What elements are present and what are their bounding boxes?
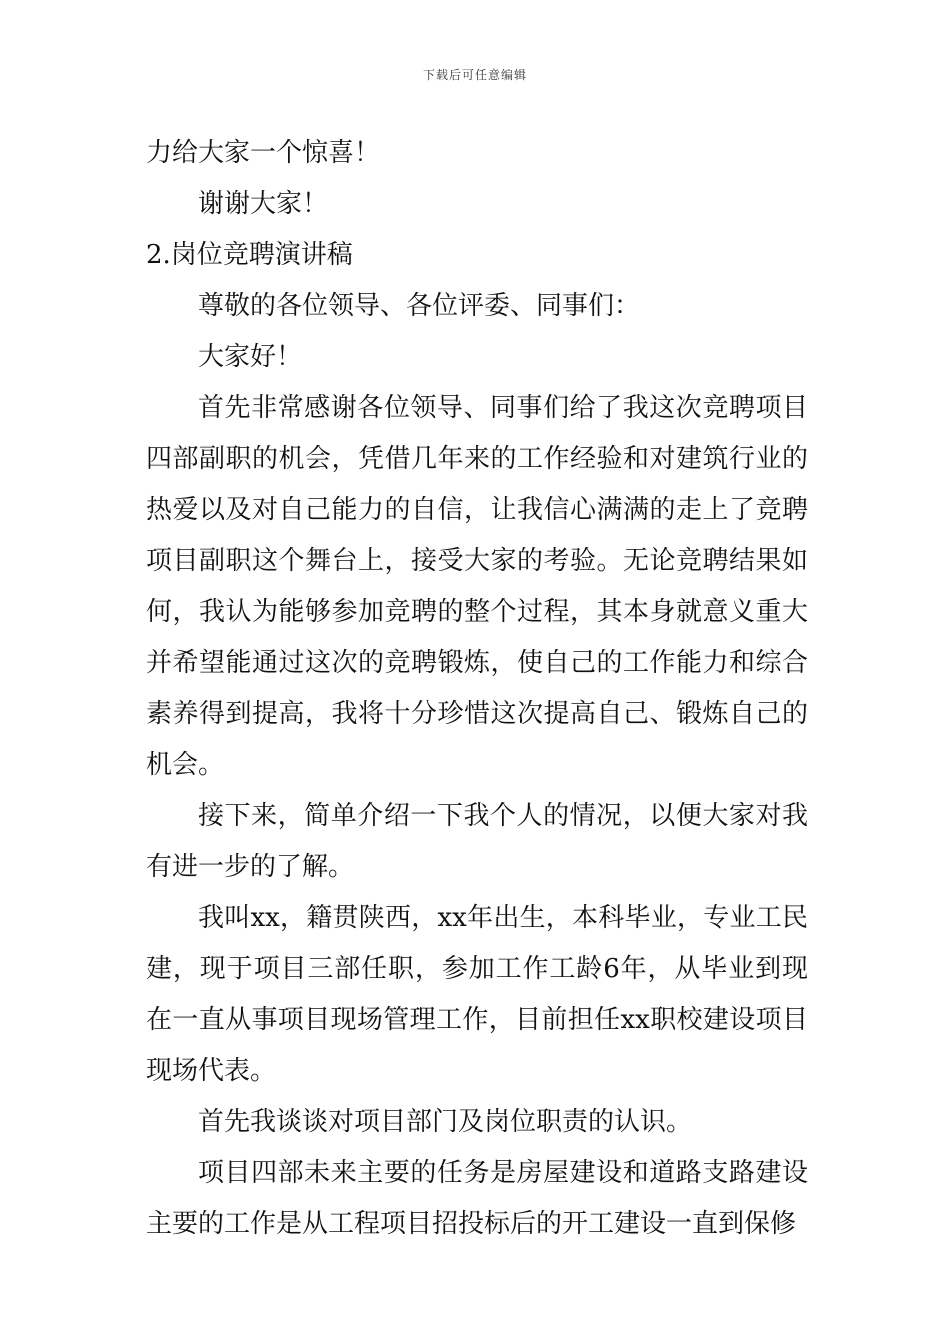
paragraph-closing-line: 力给大家一个惊喜！ <box>146 138 381 168</box>
paragraph-salutation: 尊敬的各位领导、各位评委、同事们： <box>198 291 641 321</box>
paragraph-department-tasks: 项目四部未来主要的任务是房屋建设和道路支路建设主要的工作是从工程项目招投标后的开工建设一直到保修 <box>146 1158 808 1239</box>
paragraph-duties-intro: 首先我谈谈对项目部门及岗位职责的认识。 <box>198 1107 693 1137</box>
paragraph-self-introduction: 我叫xx，籍贯陕西，xx年出生，本科毕业，专业工民建，现于项目三部任职，参加工作工龄6年，从毕业到现在一直从事项目现场管理工作，目前担任xx职校建设项目现场代表。 <box>146 903 808 1086</box>
paragraph-opening: 首先非常感谢各位领导、同事们给了我这次竞聘项目四部副职的机会，凭借几年来的工作经验和对建筑行业的热爱以及对自己能力的自信，让我信心满满的走上了竞聘项目副职这个舞台上，接受大家的考验。无论竞聘结果如何，我认为能够参加竞聘的整个过程，其本身就意义重大并希望能通过这次的竞聘锻炼，使自己的工作能力和综合素养得到提高，我将十分珍惜这次提高自己、锻炼自己的机会。 <box>146 393 808 780</box>
paragraph-greeting: 大家好！ <box>198 342 303 372</box>
page-header-note: 下载后可任意编辑 <box>422 68 527 82</box>
document-body <box>146 128 808 1250</box>
paragraph-thanks: 谢谢大家！ <box>198 189 329 219</box>
paragraph-intro-transition: 接下来，简单介绍一下我个人的情况，以便大家对我有进一步的了解。 <box>146 801 808 882</box>
section-heading: 2.岗位竞聘演讲稿 <box>146 240 353 270</box>
